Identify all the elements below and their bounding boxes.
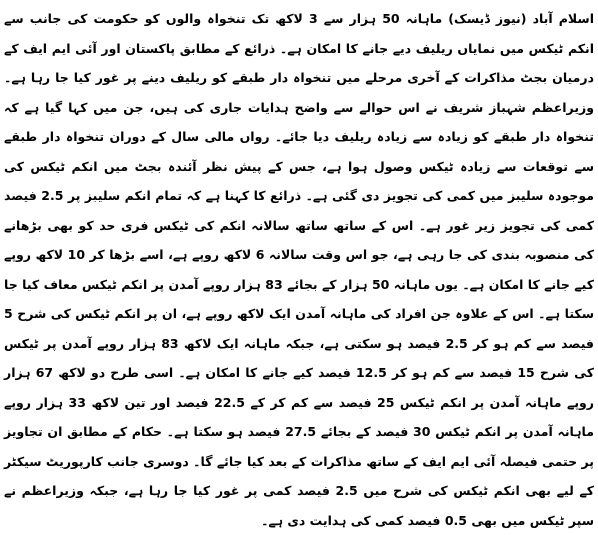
article-body: اسلام آباد (نیوز ڈیسک) ماہانہ 50 ہزار سے 3 لاکھ تک تنخواہ والوں کو حکومت کی جانب سے انکم ٹیکس میں نمایاں ریلیف دیے جانے کا امکان ہے۔ ذرائع کے مطابق پاکستان اور آئی ایم ایف کے درمیان بجٹ مذاکرات کے آخری مرحلے میں تنخواہ دار طبقے کو ریلیف دینے پر غور کیا جا رہا ہے۔ وزیراعظم شہباز شریف نے اس حوالے سے واضح ہدایات جاری کی ہیں، جن میں کہا گیا ہے کہ تنخواہ دار طبقے کو زیادہ سے زیادہ ریلیف دیا جائے۔ رواں مالی سال کے دوران تنخواہ دار طبقے سے توقعات سے زیادہ ٹیکس وصول ہوا ہے، جس کے پیش نظر آئندہ بجٹ میں انکم ٹیکس کی موجودہ سلیبز میں کمی کی تجویز دی گئی ہے۔ ذرائع کا کہنا ہے کہ تمام انکم سلیبز پر 2.5 فیصد کمی کی تجویز زیر غور ہے۔ اس کے ساتھ ساتھ سالانہ انکم کی ٹیکس فری حد کو بھی بڑھانے کی منصوبہ بندی کی جا رہی ہے، جو اس وقت سالانہ 6 لاکھ روپے ہے، اسے بڑھا کر 10 لاکھ روپے کیے جانے کا امکان ہے۔ یوں ماہانہ 50 ہزار کے بجائے 83 ہزار روپے آمدن پر انکم ٹیکس معاف کیا جا سکتا ہے۔ اس کے علاوہ جن افراد کی ماہانہ آمدن ایک لاکھ روپے ہے، ان پر انکم ٹیکس کی شرح 5 فیصد سے کم ہو کر 2.5 فیصد ہو سکتی ہے، جبکہ ماہانہ ایک لاکھ 83 ہزار روپے آمدن پر ٹیکس کی شرح 15 فیصد سے کم ہو کر 12.5 فیصد کیے جانے کا امکان ہے۔ اسی طرح دو لاکھ 67 ہزار روپے ماہانہ آمدن پر انکم ٹیکس 25 فیصد سے کم کر کے 22.5 فیصد اور تین لاکھ 33 ہزار روپے ماہانہ آمدن پر انکم ٹیکس 30 فیصد کے بجائے 27.5 فیصد ہو سکتا ہے۔ حکام کے مطابق ان تجاویز پر حتمی فیصلہ آئی ایم ایف کے ساتھ مذاکرات کے بعد کیا جائے گا۔ دوسری جانب کارپوریٹ سیکٹر کے لیے بھی انکم ٹیکس کی شرح میں 2.5 فیصد کمی پر غور کیا جا رہا ہے، جبکہ وزیراعظم نے سپر ٹیکس میں بھی 0.5 فیصد کمی کی ہدایت دی ہے۔ (4, 11, 595, 528)
